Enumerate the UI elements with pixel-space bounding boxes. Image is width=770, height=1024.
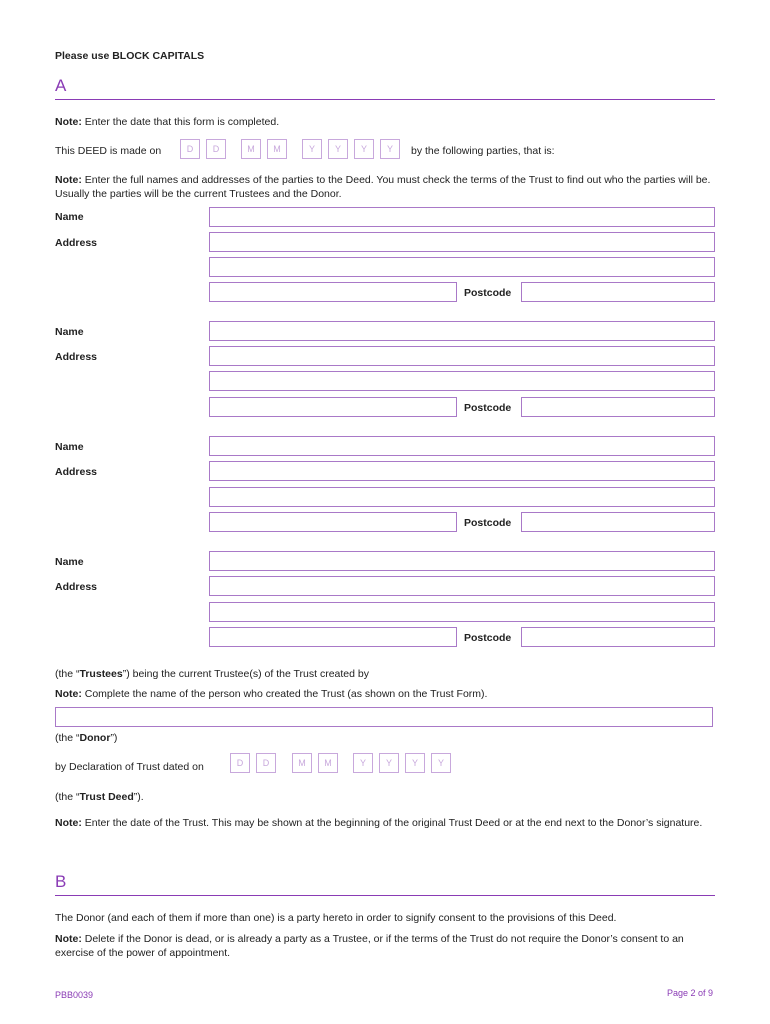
party-1-name-label: Name xyxy=(55,211,84,223)
section-a-rule xyxy=(55,99,715,100)
party-4-name-label: Name xyxy=(55,556,84,568)
party-2-postcode-field[interactable] xyxy=(521,397,715,417)
trust-deed-prefix: (the “ xyxy=(55,791,80,803)
section-a-heading: A xyxy=(55,76,67,95)
parties-note xyxy=(55,173,717,201)
party-4-name-field[interactable] xyxy=(209,551,715,571)
party-3-address-line-2[interactable] xyxy=(209,487,715,507)
party-2-address-line-1[interactable] xyxy=(209,346,715,366)
section-b-heading: B xyxy=(55,872,67,891)
trust-date-year-3[interactable]: Y xyxy=(405,753,425,773)
trust-creator-note-text: Complete the name of the person who created the Trust (as shown on the Trust Form). xyxy=(81,688,488,700)
party-3-postcode-label: Postcode xyxy=(464,517,512,529)
trust-creator-note-label: Note: xyxy=(55,688,82,700)
trust-date-month-2[interactable]: M xyxy=(318,753,338,773)
party-2-address-line-2[interactable] xyxy=(209,371,715,391)
donor-delete-note-label: Note: xyxy=(55,933,82,945)
donor-delete-note-text: Delete if the Donor is dead, or is already a party as a Trustee, or if the terms of the Trust do not require the Donor’s consent to an exercise of the power of appointment. xyxy=(55,933,684,959)
donor-name-field[interactable] xyxy=(55,707,713,727)
donor-prefix: (the “ xyxy=(55,732,80,744)
party-3-name-label: Name xyxy=(55,441,84,453)
party-1-name-field[interactable] xyxy=(209,207,715,227)
parties-note-text: Enter the full names and addresses of the parties to the Deed. You must check the terms of the Trust to find out who the parties will be. Usually the parties will be the current Trustees and the Donor. xyxy=(55,174,711,200)
form-code: PBB0039 xyxy=(55,990,94,1000)
trustees-term: Trustees xyxy=(79,668,123,680)
parties-note-label: Note: xyxy=(55,174,82,186)
party-4-address-line-2[interactable] xyxy=(209,602,715,622)
trust-date-day-2[interactable]: D xyxy=(256,753,276,773)
date-note xyxy=(55,115,279,129)
deed-date-day-1[interactable]: D xyxy=(180,139,200,159)
trust-deed-definition xyxy=(55,790,144,804)
donor-delete-note xyxy=(55,932,717,960)
donor-definition xyxy=(55,731,117,745)
party-1-address-line-1[interactable] xyxy=(209,232,715,252)
section-b-rule xyxy=(55,895,715,896)
party-2-name-label: Name xyxy=(55,326,84,338)
party-1-address-line-3[interactable] xyxy=(209,282,457,302)
block-capitals-instruction: Please use BLOCK CAPITALS xyxy=(55,50,205,62)
trust-creator-note xyxy=(55,687,487,701)
trust-date-day-1[interactable]: D xyxy=(230,753,250,773)
page-number: Page 2 of 9 xyxy=(667,988,714,998)
deed-date-month-2[interactable]: M xyxy=(267,139,287,159)
donor-term: Donor xyxy=(79,732,111,744)
trust-date-month-1[interactable]: M xyxy=(292,753,312,773)
trust-date-year-1[interactable]: Y xyxy=(353,753,373,773)
date-note-text: Enter the date that this form is completed. xyxy=(81,116,280,128)
party-3-address-line-1[interactable] xyxy=(209,461,715,481)
party-1-address-label: Address xyxy=(55,237,98,249)
party-3-postcode-field[interactable] xyxy=(521,512,715,532)
party-1-postcode-field[interactable] xyxy=(521,282,715,302)
declaration-dated-label: by Declaration of Trust dated on xyxy=(55,761,204,773)
trustees-suffix: ”) being the current Trustee(s) of the Trust created by xyxy=(122,668,369,680)
trust-deed-suffix: ”). xyxy=(133,791,144,803)
trust-date-note xyxy=(55,816,717,830)
deed-date-year-2[interactable]: Y xyxy=(328,139,348,159)
party-2-address-label: Address xyxy=(55,351,98,363)
party-4-address-line-1[interactable] xyxy=(209,576,715,596)
party-1-postcode-label: Postcode xyxy=(464,287,512,299)
party-3-name-field[interactable] xyxy=(209,436,715,456)
party-4-postcode-field[interactable] xyxy=(521,627,715,647)
party-4-postcode-label: Postcode xyxy=(464,632,512,644)
party-3-address-label: Address xyxy=(55,466,98,478)
trust-deed-term: Trust Deed xyxy=(79,791,134,803)
deed-date-year-1[interactable]: Y xyxy=(302,139,322,159)
deed-made-on-label: This DEED is made on xyxy=(55,145,162,157)
trust-date-year-2[interactable]: Y xyxy=(379,753,399,773)
party-4-address-line-3[interactable] xyxy=(209,627,457,647)
deed-date-year-4[interactable]: Y xyxy=(380,139,400,159)
deed-date-day-2[interactable]: D xyxy=(206,139,226,159)
party-4-address-label: Address xyxy=(55,581,98,593)
deed-date-year-3[interactable]: Y xyxy=(354,139,374,159)
donor-suffix: ”) xyxy=(110,732,118,744)
party-2-postcode-label: Postcode xyxy=(464,402,512,414)
trust-date-year-4[interactable]: Y xyxy=(431,753,451,773)
party-3-address-line-3[interactable] xyxy=(209,512,457,532)
party-1-address-line-2[interactable] xyxy=(209,257,715,277)
trustees-prefix: (the “ xyxy=(55,668,80,680)
trust-date-note-label: Note: xyxy=(55,817,82,829)
trustees-definition xyxy=(55,667,369,681)
trust-date-note-text: Enter the date of the Trust. This may be shown at the beginning of the original Trust Deed or at the end next to the Donor’s signature. xyxy=(81,817,703,829)
party-2-address-line-3[interactable] xyxy=(209,397,457,417)
deed-following-parties-text: by the following parties, that is: xyxy=(411,145,555,157)
date-note-label: Note: xyxy=(55,116,82,128)
deed-date-month-1[interactable]: M xyxy=(241,139,261,159)
party-2-name-field[interactable] xyxy=(209,321,715,341)
donor-consent-text: The Donor (and each of them if more than one) is a party hereto in order to signify consent to the provisions of this Deed. xyxy=(55,912,617,924)
